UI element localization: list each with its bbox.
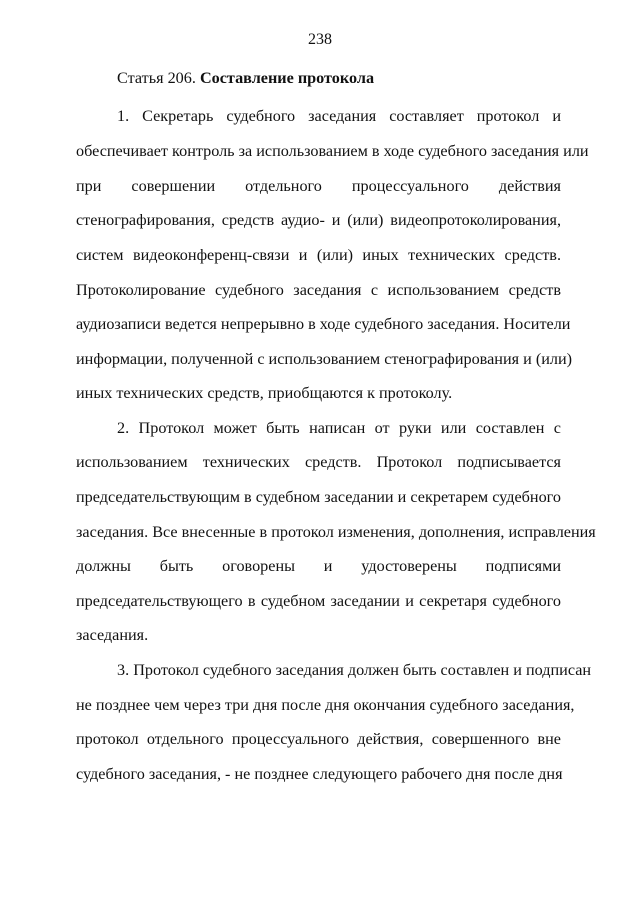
text-line: председательствующего в судебном заседании и секретаря судебного bbox=[76, 592, 561, 610]
text-line: 2. Протокол может быть написан от руки или составлен с bbox=[117, 419, 561, 437]
text-line: обеспечивает контроль за использованием в ходе судебного заседания или bbox=[76, 142, 589, 160]
text-line: судебного заседания, - не позднее следующего рабочего дня после дня bbox=[76, 765, 563, 783]
text-line: использованием технических средств. Протокол подписывается bbox=[76, 453, 561, 471]
text-line: председательствующим в судебном заседании и секретарем судебного bbox=[76, 488, 561, 506]
text-line: протокол отдельного процессуального действия, совершенного вне bbox=[76, 730, 561, 748]
text-line: 3. Протокол судебного заседания должен быть составлен и подписан bbox=[117, 661, 592, 679]
article-title: Составление протокола bbox=[199, 69, 375, 87]
text-line: информации, полученной с использованием стенографирования и (или) bbox=[76, 350, 573, 368]
article-prefix: Статья 206. bbox=[117, 69, 196, 87]
text-line: не позднее чем через три дня после дня окончания судебного заседания, bbox=[76, 696, 575, 714]
text-line: при совершении отдельного процессуального действия bbox=[76, 177, 561, 195]
text-line: систем видеоконференц-связи и (или) иных технических средств. bbox=[76, 246, 561, 264]
text-line: заседания. bbox=[76, 626, 149, 644]
text-line: иных технических средств, приобщаются к протоколу. bbox=[76, 384, 453, 402]
text-line: должны быть оговорены и удостоверены подписями bbox=[76, 557, 561, 575]
text-line: Протоколирование судебного заседания с использованием средств bbox=[76, 281, 561, 299]
text-line: 1. Секретарь судебного заседания составляет протокол и bbox=[117, 107, 561, 125]
text-line: заседания. Все внесенные в протокол изменения, дополнения, исправления bbox=[76, 523, 596, 541]
text-line: аудиозаписи ведется непрерывно в ходе судебного заседания. Носители bbox=[76, 315, 571, 333]
page-number: 238 bbox=[308, 31, 332, 48]
text-line: стенографирования, средств аудио- и (или) видеопротоколирования, bbox=[76, 211, 561, 229]
article-heading bbox=[117, 68, 561, 88]
